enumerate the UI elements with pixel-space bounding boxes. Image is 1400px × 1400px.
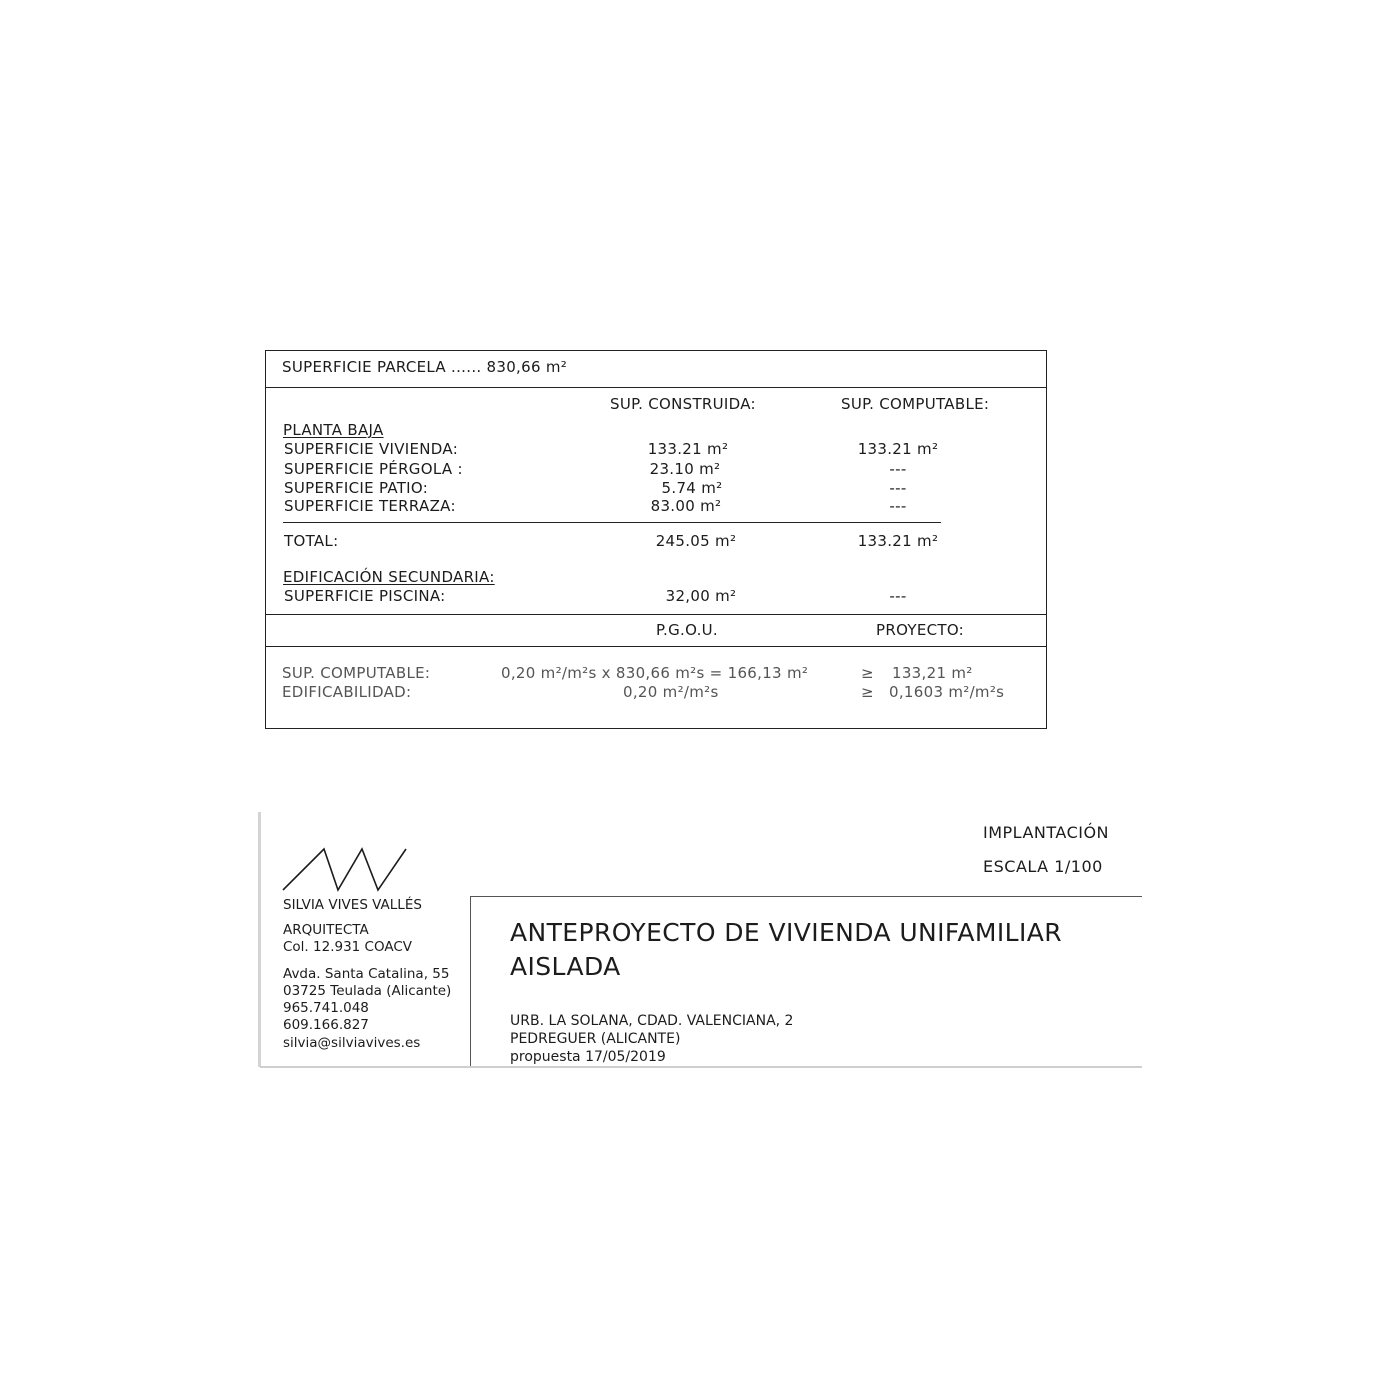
svv-zigzag-logo-icon [280, 846, 410, 892]
row-built: 83.00 m² [650, 497, 722, 515]
row-computable: --- [889, 460, 907, 478]
proposal-date: propuesta 17/05/2019 [510, 1049, 666, 1065]
title-block-divider [470, 896, 471, 1066]
row-label: SUPERFICIE PÉRGOLA : [284, 460, 463, 478]
pool-built: 32,00 m² [665, 587, 737, 605]
comparison-symbol: ≥ [861, 683, 874, 701]
email: silvia@silviavives.es [283, 1035, 421, 1051]
title-block-left-border [258, 812, 261, 1067]
row-built: 23.10 m² [649, 460, 721, 478]
row-label: SUPERFICIE PATIO: [284, 479, 429, 497]
ground-floor-title: PLANTA BAJA [283, 421, 384, 439]
location-line: PEDREGUER (ALICANTE) [510, 1031, 681, 1047]
row-label: SUPERFICIE TERRAZA: [284, 497, 456, 515]
architect-name: SILVIA VIVES VALLÉS [283, 897, 422, 913]
address-line: Avda. Santa Catalina, 55 [283, 966, 450, 982]
project-title-line: ANTEPROYECTO DE VIVIENDA UNIFAMILIAR [510, 918, 1063, 947]
row-computable: 133.21 m² [857, 440, 939, 458]
phone-number: 609.166.827 [283, 1017, 369, 1033]
computable-column-header: SUP. COMPUTABLE: [841, 395, 990, 413]
divider [266, 646, 1046, 647]
pool-computable: --- [889, 587, 907, 605]
pool-label: SUPERFICIE PISCINA: [284, 587, 446, 605]
project-header: PROYECTO: [876, 621, 965, 639]
divider [266, 387, 1046, 388]
built-column-header: SUP. CONSTRUIDA: [610, 395, 756, 413]
comparison-label: EDIFICABILIDAD: [282, 683, 412, 701]
address-line: 03725 Teulada (Alicante) [283, 983, 452, 999]
pgou-header: P.G.O.U. [656, 621, 718, 639]
location-line: URB. LA SOLANA, CDAD. VALENCIANA, 2 [510, 1013, 794, 1029]
project-title-line: AISLADA [510, 952, 621, 981]
row-computable: --- [889, 497, 907, 515]
row-label: SUPERFICIE VIVIENDA: [284, 440, 459, 458]
title-block-top-rule [470, 896, 1142, 897]
comparison-pgou: 0,20 m²/m²s x 830,66 m²s = 166,13 m² [501, 664, 809, 682]
comparison-project: 0,1603 m²/m²s [889, 683, 1005, 701]
total-rule [283, 522, 941, 523]
sheet-name: IMPLANTACIÓN [983, 823, 1110, 842]
architect-role: ARQUITECTA [283, 922, 369, 938]
drawing-scale: ESCALA 1/100 [983, 857, 1103, 876]
row-built: 5.74 m² [661, 479, 723, 497]
comparison-symbol: ≥ [861, 664, 874, 682]
row-computable: --- [889, 479, 907, 497]
divider [266, 614, 1046, 615]
registration-number: Col. 12.931 COACV [283, 939, 413, 955]
comparison-label: SUP. COMPUTABLE: [282, 664, 431, 682]
row-built: 133.21 m² [647, 440, 729, 458]
total-computable: 133.21 m² [857, 532, 939, 550]
secondary-building-title: EDIFICACIÓN SECUNDARIA: [283, 568, 495, 586]
total-label: TOTAL: [284, 532, 339, 550]
total-built: 245.05 m² [655, 532, 737, 550]
parcel-surface: SUPERFICIE PARCELA ...... 830,66 m² [282, 358, 568, 376]
phone-number: 965.741.048 [283, 1000, 369, 1016]
comparison-project: 133,21 m² [892, 664, 973, 682]
comparison-pgou: 0,20 m²/m²s [623, 683, 719, 701]
title-block-bottom-border [260, 1066, 1142, 1068]
